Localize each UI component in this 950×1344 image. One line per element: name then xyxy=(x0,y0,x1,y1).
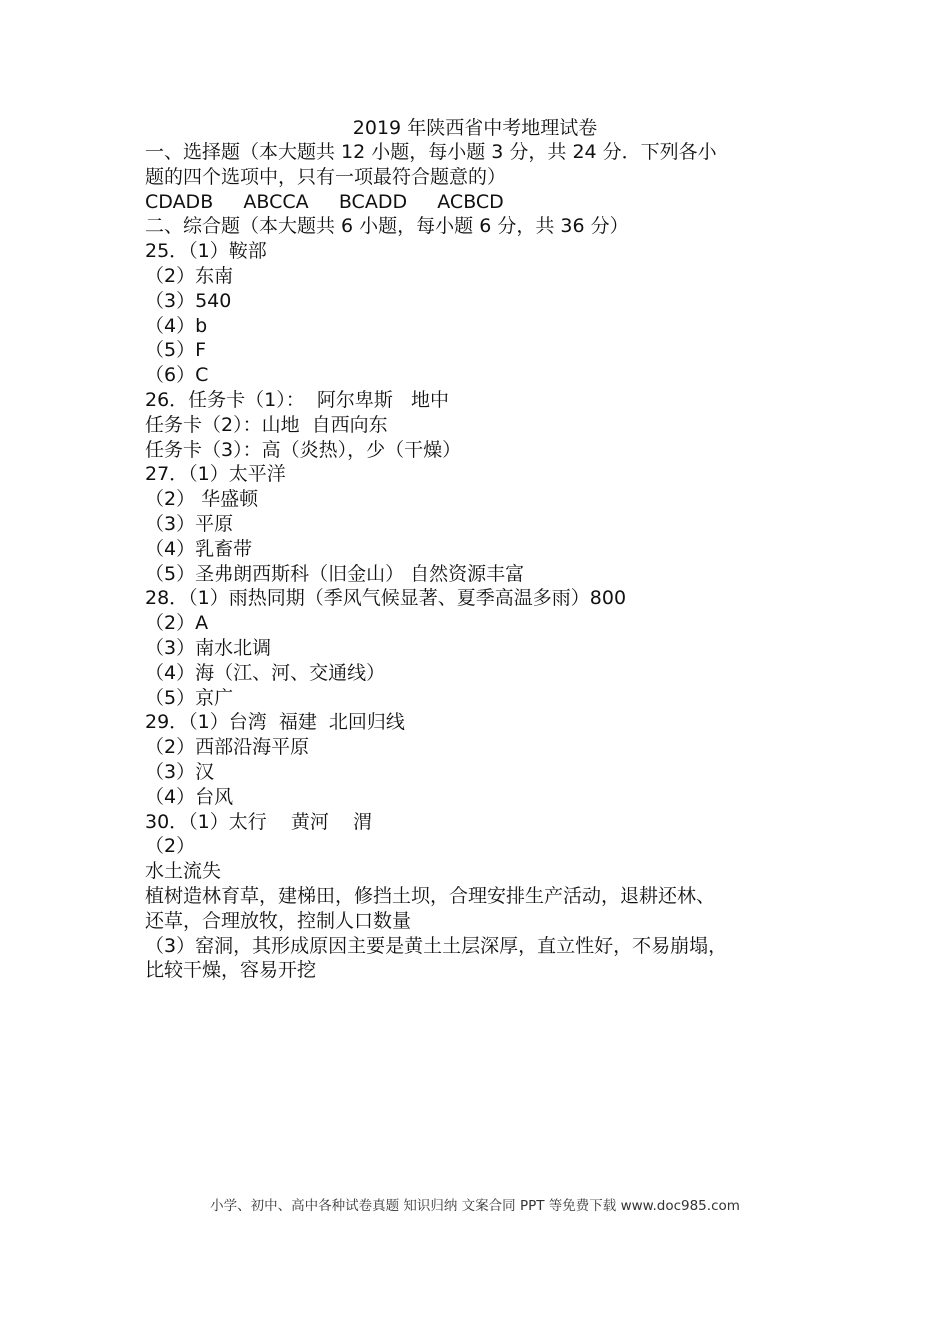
q29-answer-1: 29．（1）台湾 福建 北回归线 xyxy=(145,711,405,734)
q28-answer-3: （3）南水北调 xyxy=(145,636,272,659)
choice-answers: CDADB ABCCA BCADD ACBCD xyxy=(145,190,504,213)
q30-answer-2: （2） xyxy=(145,835,196,858)
q27-answer-3: （3）平原 xyxy=(145,512,234,535)
q29-answer-4: （4）台风 xyxy=(145,785,234,808)
q25-answer-2: （2）东南 xyxy=(145,264,234,287)
q27-answer-2: （2） 华盛顿 xyxy=(145,488,259,511)
q27-answer-1: 27．（1）太平洋 xyxy=(145,463,286,486)
q27-answer-4: （4）乳畜带 xyxy=(145,537,253,560)
q25-answer-3: （3）540 xyxy=(145,289,232,312)
q28-answer-1: 28．（1）雨热同期（季风气候显著、夏季高温多雨）800 xyxy=(145,587,627,610)
q26-answer-3: 任务卡（3）：高（炎热），少（干燥） xyxy=(145,438,462,461)
q29-answer-2: （2）西部沿海平原 xyxy=(145,736,310,759)
q30-answer-1: 30．（1）太行 黄河 渭 xyxy=(145,810,373,833)
q25-answer-6: （6）C xyxy=(145,364,209,387)
q30-answer-2-measures-cont: 还草，合理放牧，控制人口数量 xyxy=(145,909,412,932)
q30-answer-2-measures: 植树造林育草，建梯田，修挡土坝，合理安排生产活动，退耕还林、 xyxy=(145,884,716,907)
document-title: 2019 年陕西省中考地理试卷 xyxy=(352,117,598,139)
q26-answer-2: 任务卡（2）：山地 自西向东 xyxy=(145,413,388,436)
q29-answer-3: （3）汉 xyxy=(145,760,215,783)
section-heading-choice: 一、选择题（本大题共 12 小题，每小题 3 分，共 24 分．下列各小 xyxy=(145,141,717,163)
q25-answer-1: 25．（1）鞍部 xyxy=(145,240,267,263)
q26-answer-1: 26．任务卡（1）： 阿尔卑斯 地中 xyxy=(145,388,449,411)
q28-answer-5: （5）京广 xyxy=(145,686,234,709)
q30-answer-2-problem: 水土流失 xyxy=(145,860,222,883)
section-heading-choice-cont: 题的四个选项中，只有一项最符合题意的） xyxy=(145,165,507,188)
q30-answer-3-cont: 比较干燥，容易开挖 xyxy=(145,959,317,982)
q30-answer-3: （3）窑洞，其形成原因主要是黄土土层深厚，直立性好，不易崩塌， xyxy=(145,934,728,957)
q28-answer-2: （2）A xyxy=(145,612,209,635)
q25-answer-5: （5）F xyxy=(145,339,207,362)
section-heading-comprehensive: 二、综合题（本大题共 6 小题，每小题 6 分，共 36 分） xyxy=(145,215,629,238)
q28-answer-4: （4）海（江、河、交通线） xyxy=(145,661,386,684)
q25-answer-4: （4）b xyxy=(145,314,208,337)
footer-note: 小学、初中、高中各种试卷真题 知识归纳 文案合同 PPT 等免费下载 www.doc985.com xyxy=(210,1198,740,1214)
answer-body xyxy=(145,140,825,983)
q27-answer-5: （5）圣弗朗西斯科（旧金山） 自然资源丰富 xyxy=(145,562,525,585)
